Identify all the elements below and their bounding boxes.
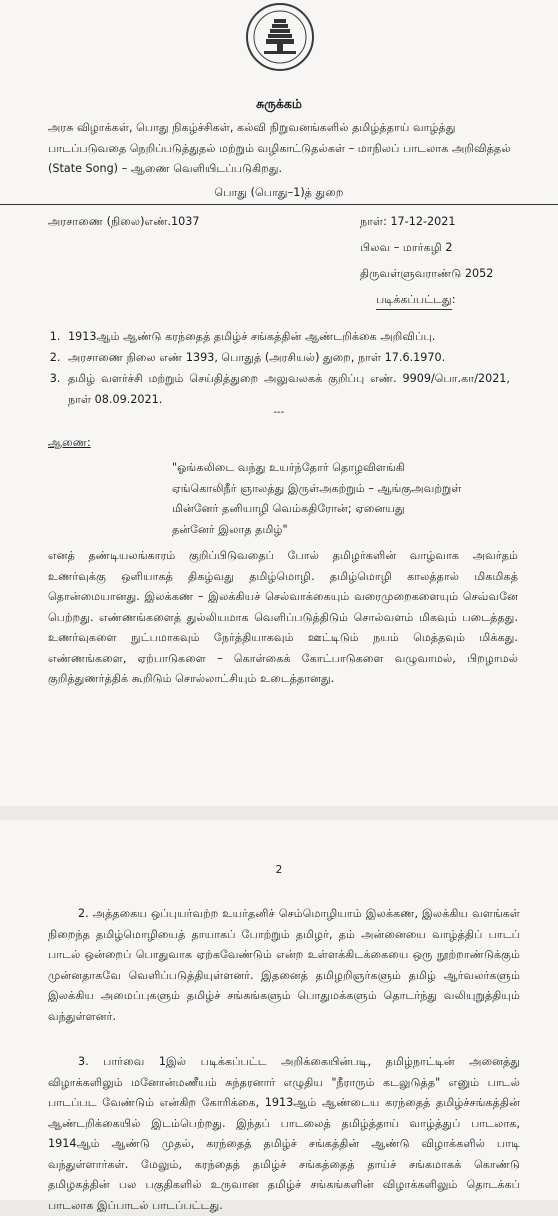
- department-name: பொது (பொது–1)த் துறை: [214, 186, 344, 199]
- quote-line: "ஓங்கலிடை வந்து உயர்ந்தோர் தொழவிளங்கி: [172, 461, 405, 474]
- order-label: ஆணை:: [48, 436, 91, 449]
- order-number: அரசாணை (நிலை)எண்.1037: [48, 215, 200, 228]
- quote-line: மின்னேர் தனியாழி வெம்கதிரோன்; ஏனையது: [172, 502, 405, 515]
- quote-line: தன்னேர் இலாத தமிழ்": [172, 522, 288, 536]
- references-list: [40, 326, 510, 410]
- read-label: படிக்கப்பட்டது:: [376, 293, 456, 306]
- tamil-month-date: பிலவ – மார்கழி 2: [360, 241, 453, 254]
- order-date: நாள்: 17-12-2021: [360, 215, 456, 228]
- subject-text: அரசு விழாக்கள், பொது நிகழ்ச்சிகள், கல்வி நிறுவனங்களில் தமிழ்த்தாய் வாழ்த்து பாடப்படுவதை நெறிப்படுத்துதல் மற்றும் வழிகாட்டுதல்கள் – மாநிலப் பாடலாக அறிவித்தல் (State Song) – ஆணை வெளியிடப்படுகிறது.: [48, 121, 511, 175]
- reference-item: 3. தமிழ் வளர்ச்சி மற்றும் செய்தித்துறை அலுவலகக் குறிப்பு எண். 9909/பொ.கா/2021, நாள் 08.09.2021.: [64, 368, 510, 410]
- quote-line: ஏங்கொலிநீர் ஞாலத்து இருள்அகற்றும் – ஆங்குஅவற்றுள்: [172, 481, 462, 495]
- quotation-block: [172, 458, 532, 540]
- section-separator: ---: [273, 407, 285, 418]
- paragraph-2: 2. அத்தகைய ஒப்புயர்வற்ற உயர்தனிச் செம்மொழியாம் இலக்கண, இலக்கிய வளங்கள் நிறைந்த தமிழ்மொழியைத் தாயாகப் போற்றும் தமிழர், தம் அன்னையை வாழ்த்திப் பாடப் பாடல் ஒன்றைப் பொதுவாக ஏற்கவேண்டும் என்ற உள்ளக்கிடக்கையை ஒரு நூற்றாண்டுக்கும் முன்னதாகவே வெளிப்படுத்தியுள்ளனர். இதனைத் தமிழறிஞர்களும் தமிழ் ஆர்வலர்களும் இலக்கிய அமைப்புகளும் தமிழ்ச் சங்கங்களும் பொதுமக்களும் தொடர்ந்து வலியுறுத்தியும் வந்துள்ளனர்.: [48, 907, 520, 1023]
- tamil-nadu-emblem: [246, 3, 314, 71]
- page-number: 2: [275, 864, 283, 876]
- reference-item: 1. 1913ஆம் ஆண்டு கரந்தைத் தமிழ்ச் சங்கத்தின் ஆண்டறிக்கை அறிவிப்பு.: [64, 326, 510, 347]
- department-underline: [0, 204, 558, 205]
- document-page-2: [0, 820, 558, 1212]
- read-underline: [376, 309, 452, 310]
- summary-heading: சுருக்கம்: [256, 96, 302, 111]
- thiruvalluvar-year: திருவள்ளுவராண்டு 2052: [360, 267, 494, 280]
- paragraph-3: 3. பார்வை 1இல் படிக்கப்பட்ட அறிக்கையின்படி, தமிழ்நாட்டின் அனைத்து விழாக்களிலும் மனோன்மணீயம் சுந்தரனார் எழுதிய "நீராரும் கடலுடுத்த" எனும் பாடல் பாடப்பட வேண்டும் என்கிற கோரிக்கை, 1913ஆம் ஆண்டைய கரந்தைத் தமிழ்ச்சங்கத்தின் ஆண்டறிக்கையில் இடம்பெற்றது. இந்தப் பாடலைத் தமிழ்த்தாய் வாழ்த்துப் பாடலாக, 1914ஆம் ஆண்டு முதல், கரந்தைத் தமிழ்ச் சங்கத்தின் ஆண்டு விழாக்களில் பாடி வந்துள்ளார்கள். மேலும், கரந்தைத் தமிழ்ச் சங்கத்தைத் தாய்ச் சங்கமாகக் கொண்டு தமிழகத்தின் பல பகுதிகளில் உருவான தமிழ்ச் சங்கங்களின் விழாக்களிலும் தொடக்கப் பாடலாக இப்பாடல் பாடப்பட்டது.: [48, 1055, 520, 1212]
- body-paragraph: எனத் தண்டியலங்காரம் குறிப்பிடுவதைப் போல் தமிழர்களின் வாழ்வாக அவர்தம் உணர்வுக்கு ஒளியாகத் திகழ்வது தமிழ்மொழி. தமிழ்மொழி காலத்தால் மிகமிகத் தொன்மையானது. இலக்கண – இலக்கியச் செல்வாக்கையும் வரைமுறைகளையும் செவ்வனே பெற்றது. எண்ணங்களைத் துல்லியமாக வெளிப்படுத்திடும் சொல்வளம் மிகவும் படைத்தது. உணர்வுகளை நுட்பமாகவும் நேர்த்தியாகவும் ஊட்டிடும் நயம் மெத்தவும் மிக்கது. எண்ணங்களை, ஏற்பாடுகளை – கொள்கைக் கோட்பாடுகளை வழுவாமல், பிறழாமல் குறித்துணர்த்திக் கூறிடும் சொல்லாட்சியும் உடைத்தானது.: [48, 549, 518, 685]
- temple-emblem-icon: [248, 5, 312, 69]
- reference-item: 2. அரசாணை நிலை எண் 1393, பொதுத் (அரசியல்) துறை, நாள் 17.6.1970.: [64, 347, 510, 368]
